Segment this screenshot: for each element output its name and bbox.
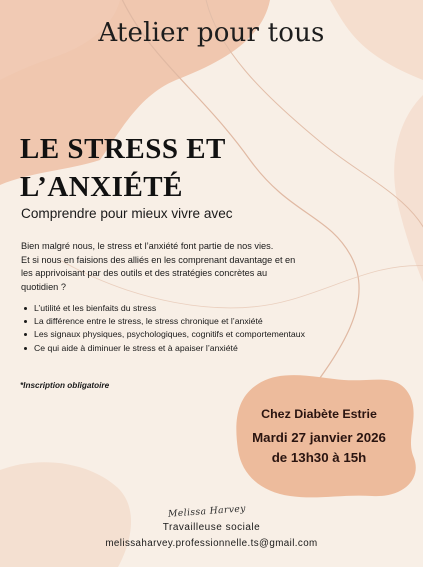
- intro-line: les apprivoisant par des outils et des stratégies concrètes au: [21, 268, 268, 279]
- author-role: Travailleuse sociale: [162, 522, 261, 533]
- title-line: LE STRESS ET: [20, 133, 226, 165]
- event-venue: Chez Diabète Estrie: [261, 407, 377, 421]
- signature: Melissa Harvey: [167, 503, 247, 520]
- page-title: [20, 130, 400, 206]
- topics-list: [20, 302, 305, 355]
- intro-paragraph: [21, 240, 351, 294]
- list-item: La différence entre le stress, le stress chronique et l’anxiété: [20, 315, 305, 328]
- intro-line: quotidien ?: [21, 281, 66, 292]
- event-time: de 13h30 à 15h: [271, 450, 367, 465]
- intro-line: Et si nous en faisions des alliés en les comprenant davantage et en: [21, 254, 296, 265]
- contact-email[interactable]: melissaharvey.professionnelle.ts@gmail.com: [105, 538, 318, 549]
- header-title: Atelier pour tous: [98, 18, 325, 48]
- intro-line: Bien malgré nous, le stress et l’anxiété font partie de nos vies.: [21, 241, 274, 251]
- list-item: Ce qui aide à diminuer le stress et à apaiser l’anxiété: [20, 342, 305, 355]
- event-date: Mardi 27 janvier 2026: [252, 430, 386, 445]
- list-item: Les signaux physiques, psychologiques, cognitifs et comportementaux: [20, 328, 305, 341]
- list-item: L’utilité et les bienfaits du stress: [20, 302, 305, 315]
- registration-note: *Inscription obligatoire: [20, 381, 110, 390]
- event-info: [238, 404, 400, 467]
- title-line: L’ANXIÉTÉ: [20, 171, 183, 203]
- subtitle: Comprendre pour mieux vivre avec: [21, 206, 233, 221]
